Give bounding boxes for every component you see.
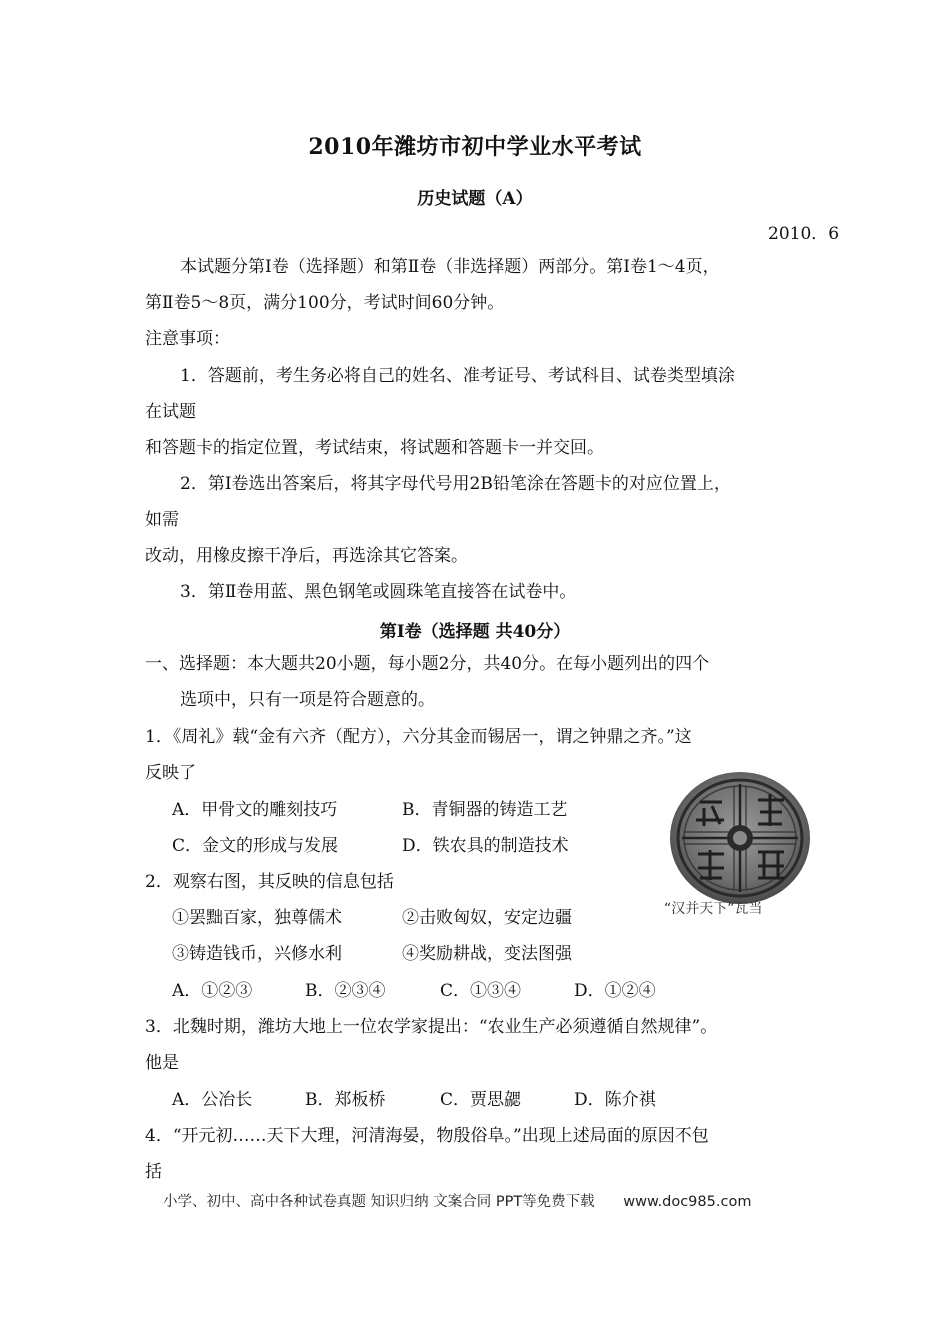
question-2-option-b: B．②③④ bbox=[305, 981, 386, 1001]
note-1-line-c: 和答题卡的指定位置，考试结束，将试题和答题卡一并交回。 bbox=[145, 438, 604, 458]
question-4-stem-a: 4．“开元初……天下大理，河清海晏，物殷俗阜。”出现上述局面的原因不包 bbox=[145, 1126, 709, 1146]
question-3-option-c: C．贾思勰 bbox=[440, 1090, 522, 1110]
footer-text: 小学、初中、高中各种试卷真题 知识归纳 文案合同 PPT等免费下载 bbox=[163, 1194, 595, 1210]
question-2-statement-1: ①罢黜百家，独尊儒术 bbox=[172, 908, 342, 928]
note-2-line-c: 改动，用橡皮擦干净后，再选涂其它答案。 bbox=[145, 546, 468, 566]
note-3: 3．第Ⅱ卷用蓝、黑色钢笔或圆珠笔直接答在试卷中。 bbox=[180, 582, 577, 602]
question-2-option-c: C．①③④ bbox=[440, 981, 522, 1001]
question-1-stem-b: 反映了 bbox=[145, 763, 196, 783]
section-instruction-a: 一、选择题：本大题共20小题，每小题2分，共40分。在每小题列出的四个 bbox=[145, 654, 710, 674]
question-1-option-b: B．青铜器的铸造工艺 bbox=[402, 800, 568, 820]
question-3-stem-b: 他是 bbox=[145, 1053, 179, 1073]
question-1-option-a: A．甲骨文的雕刻技巧 bbox=[172, 800, 338, 820]
page-title: 2010年潍坊市初中学业水平考试 bbox=[308, 134, 642, 160]
note-1-line-a: 1．答题前，考生务必将自己的姓名、准考证号、考试科目、试卷类型填涂 bbox=[180, 366, 735, 386]
page-subtitle: 历史试题（A） bbox=[417, 189, 533, 209]
question-4-stem-b: 括 bbox=[145, 1162, 162, 1182]
section-instruction-b: 选项中，只有一项是符合题意的。 bbox=[180, 690, 435, 710]
section-heading: 第Ⅰ卷（选择题 共40分） bbox=[379, 622, 571, 642]
footer-url[interactable]: www.doc985.com bbox=[623, 1194, 752, 1210]
question-2-statement-4: ④奖励耕战，变法图强 bbox=[402, 944, 572, 964]
question-2-statement-2: ②击败匈奴，安定边疆 bbox=[402, 908, 572, 928]
question-3-option-a: A．公冶长 bbox=[172, 1090, 253, 1110]
image-caption: “汉并天下”瓦当 bbox=[664, 901, 763, 917]
question-3-option-b: B．郑板桥 bbox=[305, 1090, 386, 1110]
question-3-stem-a: 3．北魏时期，潍坊大地上一位农学家提出：“农业生产必须遵循自然规律”。 bbox=[145, 1017, 718, 1037]
intro-line-1: 本试题分第Ⅰ卷（选择题）和第Ⅱ卷（非选择题）两部分。第Ⅰ卷1～4页， bbox=[180, 257, 720, 277]
question-1-option-c: C．金文的形成与发展 bbox=[172, 836, 339, 856]
question-2-option-a: A．①②③ bbox=[172, 981, 253, 1001]
exam-date: 2010．6 bbox=[768, 224, 840, 244]
intro-line-2: 第Ⅱ卷5～8页，满分100分，考试时间60分钟。 bbox=[145, 293, 505, 313]
question-1-option-d: D．铁农具的制造技术 bbox=[402, 836, 569, 856]
note-2-line-a: 2．第Ⅰ卷选出答案后，将其字母代号用2B铅笔涂在答题卡的对应位置上， bbox=[180, 474, 731, 494]
note-1-line-b: 在试题 bbox=[145, 402, 196, 422]
page-footer bbox=[163, 1190, 751, 1211]
notes-heading: 注意事项： bbox=[145, 329, 230, 349]
question-2-option-d: D．①②④ bbox=[574, 981, 656, 1001]
note-2-line-b: 如需 bbox=[145, 510, 179, 530]
question-3-option-d: D．陈介祺 bbox=[574, 1090, 656, 1110]
question-1-stem-a: 1．《周礼》载“金有六齐（配方），六分其金而锡居一，谓之钟鼎之齐。”这 bbox=[145, 727, 692, 747]
question-2-statement-3: ③铸造钱币，兴修水利 bbox=[172, 944, 342, 964]
question-2-stem: 2．观察右图，其反映的信息包括 bbox=[145, 872, 394, 892]
